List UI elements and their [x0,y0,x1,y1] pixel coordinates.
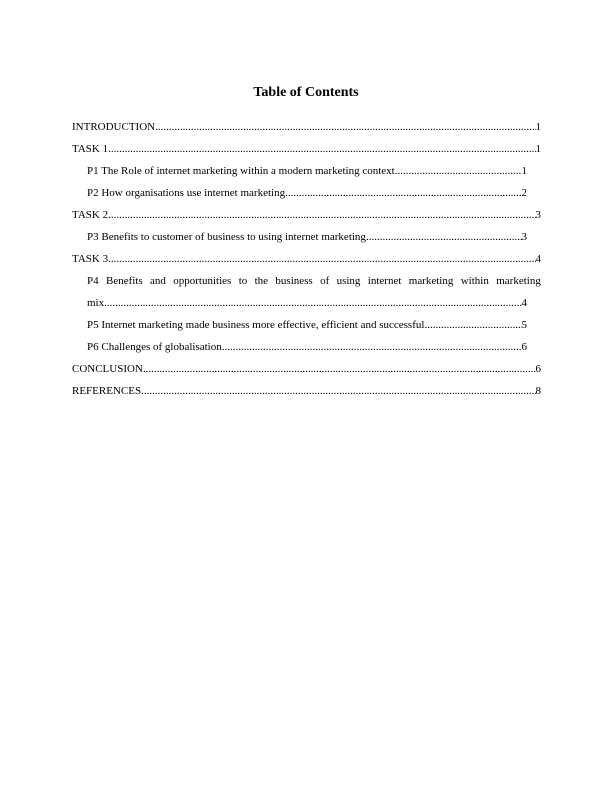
toc-leader-dots [141,384,535,398]
toc-entry-conclusion[interactable] [72,354,541,376]
toc-entry-task-1[interactable] [72,134,541,156]
toc-entry-page: 3 [521,231,527,243]
toc-leader-dots [108,252,535,266]
toc-entry-label: INTRODUCTION [72,121,156,133]
toc-entry-word: the [254,275,269,287]
toc-entry-page: 2 [521,187,527,199]
toc-entry-p2[interactable] [72,178,527,200]
toc-entry-label: TASK 1 [72,143,109,155]
toc-leader-dots [395,164,522,178]
toc-entry-page: 5 [521,319,527,331]
toc-entry-label: TASK 2 [72,209,109,221]
toc-entry-word: opportunities [173,275,232,287]
toc-entry-label: P6 Challenges of globalisation [87,341,222,353]
toc-entry-page: 4 [521,297,527,309]
toc-entry-word: of [320,275,330,287]
toc-entry-page: 6 [535,363,541,375]
toc-entry-task-2[interactable] [72,200,541,222]
toc-list [72,112,541,398]
toc-title: Table of Contents [253,85,359,100]
toc-entry-word: marketing [408,275,454,287]
toc-entry-label: P1 The Role of internet marketing within a modern marketing context [87,165,395,177]
toc-entry-p3[interactable] [72,222,527,244]
toc-entry-word: using [336,275,361,287]
toc-entry-word: and [150,275,166,287]
toc-entry-label: REFERENCES [72,385,142,397]
toc-entry-references[interactable] [72,376,541,398]
toc-entry-word: internet [367,275,402,287]
toc-entry-label: P3 Benefits to customer of business to using internet marketing [87,231,366,243]
toc-entry-page: 1 [521,165,527,177]
toc-entry-introduction[interactable] [72,112,541,134]
toc-leader-dots [424,318,521,332]
toc-entry-word: marketing [496,275,541,287]
toc-entry-word: P4 [87,275,99,287]
toc-leader-dots [143,362,536,376]
toc-entry-page: 8 [535,385,541,397]
toc-entry-label-line-2 [87,288,527,310]
toc-entry-word: business [275,275,313,287]
toc-entry-word: to [238,275,248,287]
toc-leader-dots [108,208,535,222]
toc-leader-dots [155,120,535,134]
toc-entry-page: 1 [535,143,541,155]
toc-entry-page: 6 [521,341,527,353]
toc-leader-dots [108,142,535,156]
toc-entry-word: within [460,275,489,287]
toc-entry-page: 1 [535,121,541,133]
toc-leader-dots [285,186,521,200]
toc-entry-p6[interactable] [72,332,527,354]
toc-entry-label: TASK 3 [72,253,109,265]
toc-entry-word: Benefits [105,275,143,287]
toc-leader-dots [366,230,522,244]
toc-entry-label: CONCLUSION [72,363,143,375]
toc-entry-p5[interactable] [72,310,527,332]
toc-entry-label: mix [87,297,105,309]
toc-entry-task-3[interactable] [72,244,541,266]
toc-entry-p4[interactable] [72,266,541,310]
toc-leader-dots [104,296,521,310]
toc-leader-dots [222,340,522,354]
toc-entry-page: 3 [535,209,541,221]
toc-entry-label-line-1 [87,266,541,288]
toc-entry-label: P5 Internet marketing made business more effective, efficient and successful [87,319,425,331]
toc-entry-p1[interactable] [72,156,527,178]
toc-entry-label: P2 How organisations use internet marketing [87,187,286,199]
toc-entry-page: 4 [535,253,541,265]
